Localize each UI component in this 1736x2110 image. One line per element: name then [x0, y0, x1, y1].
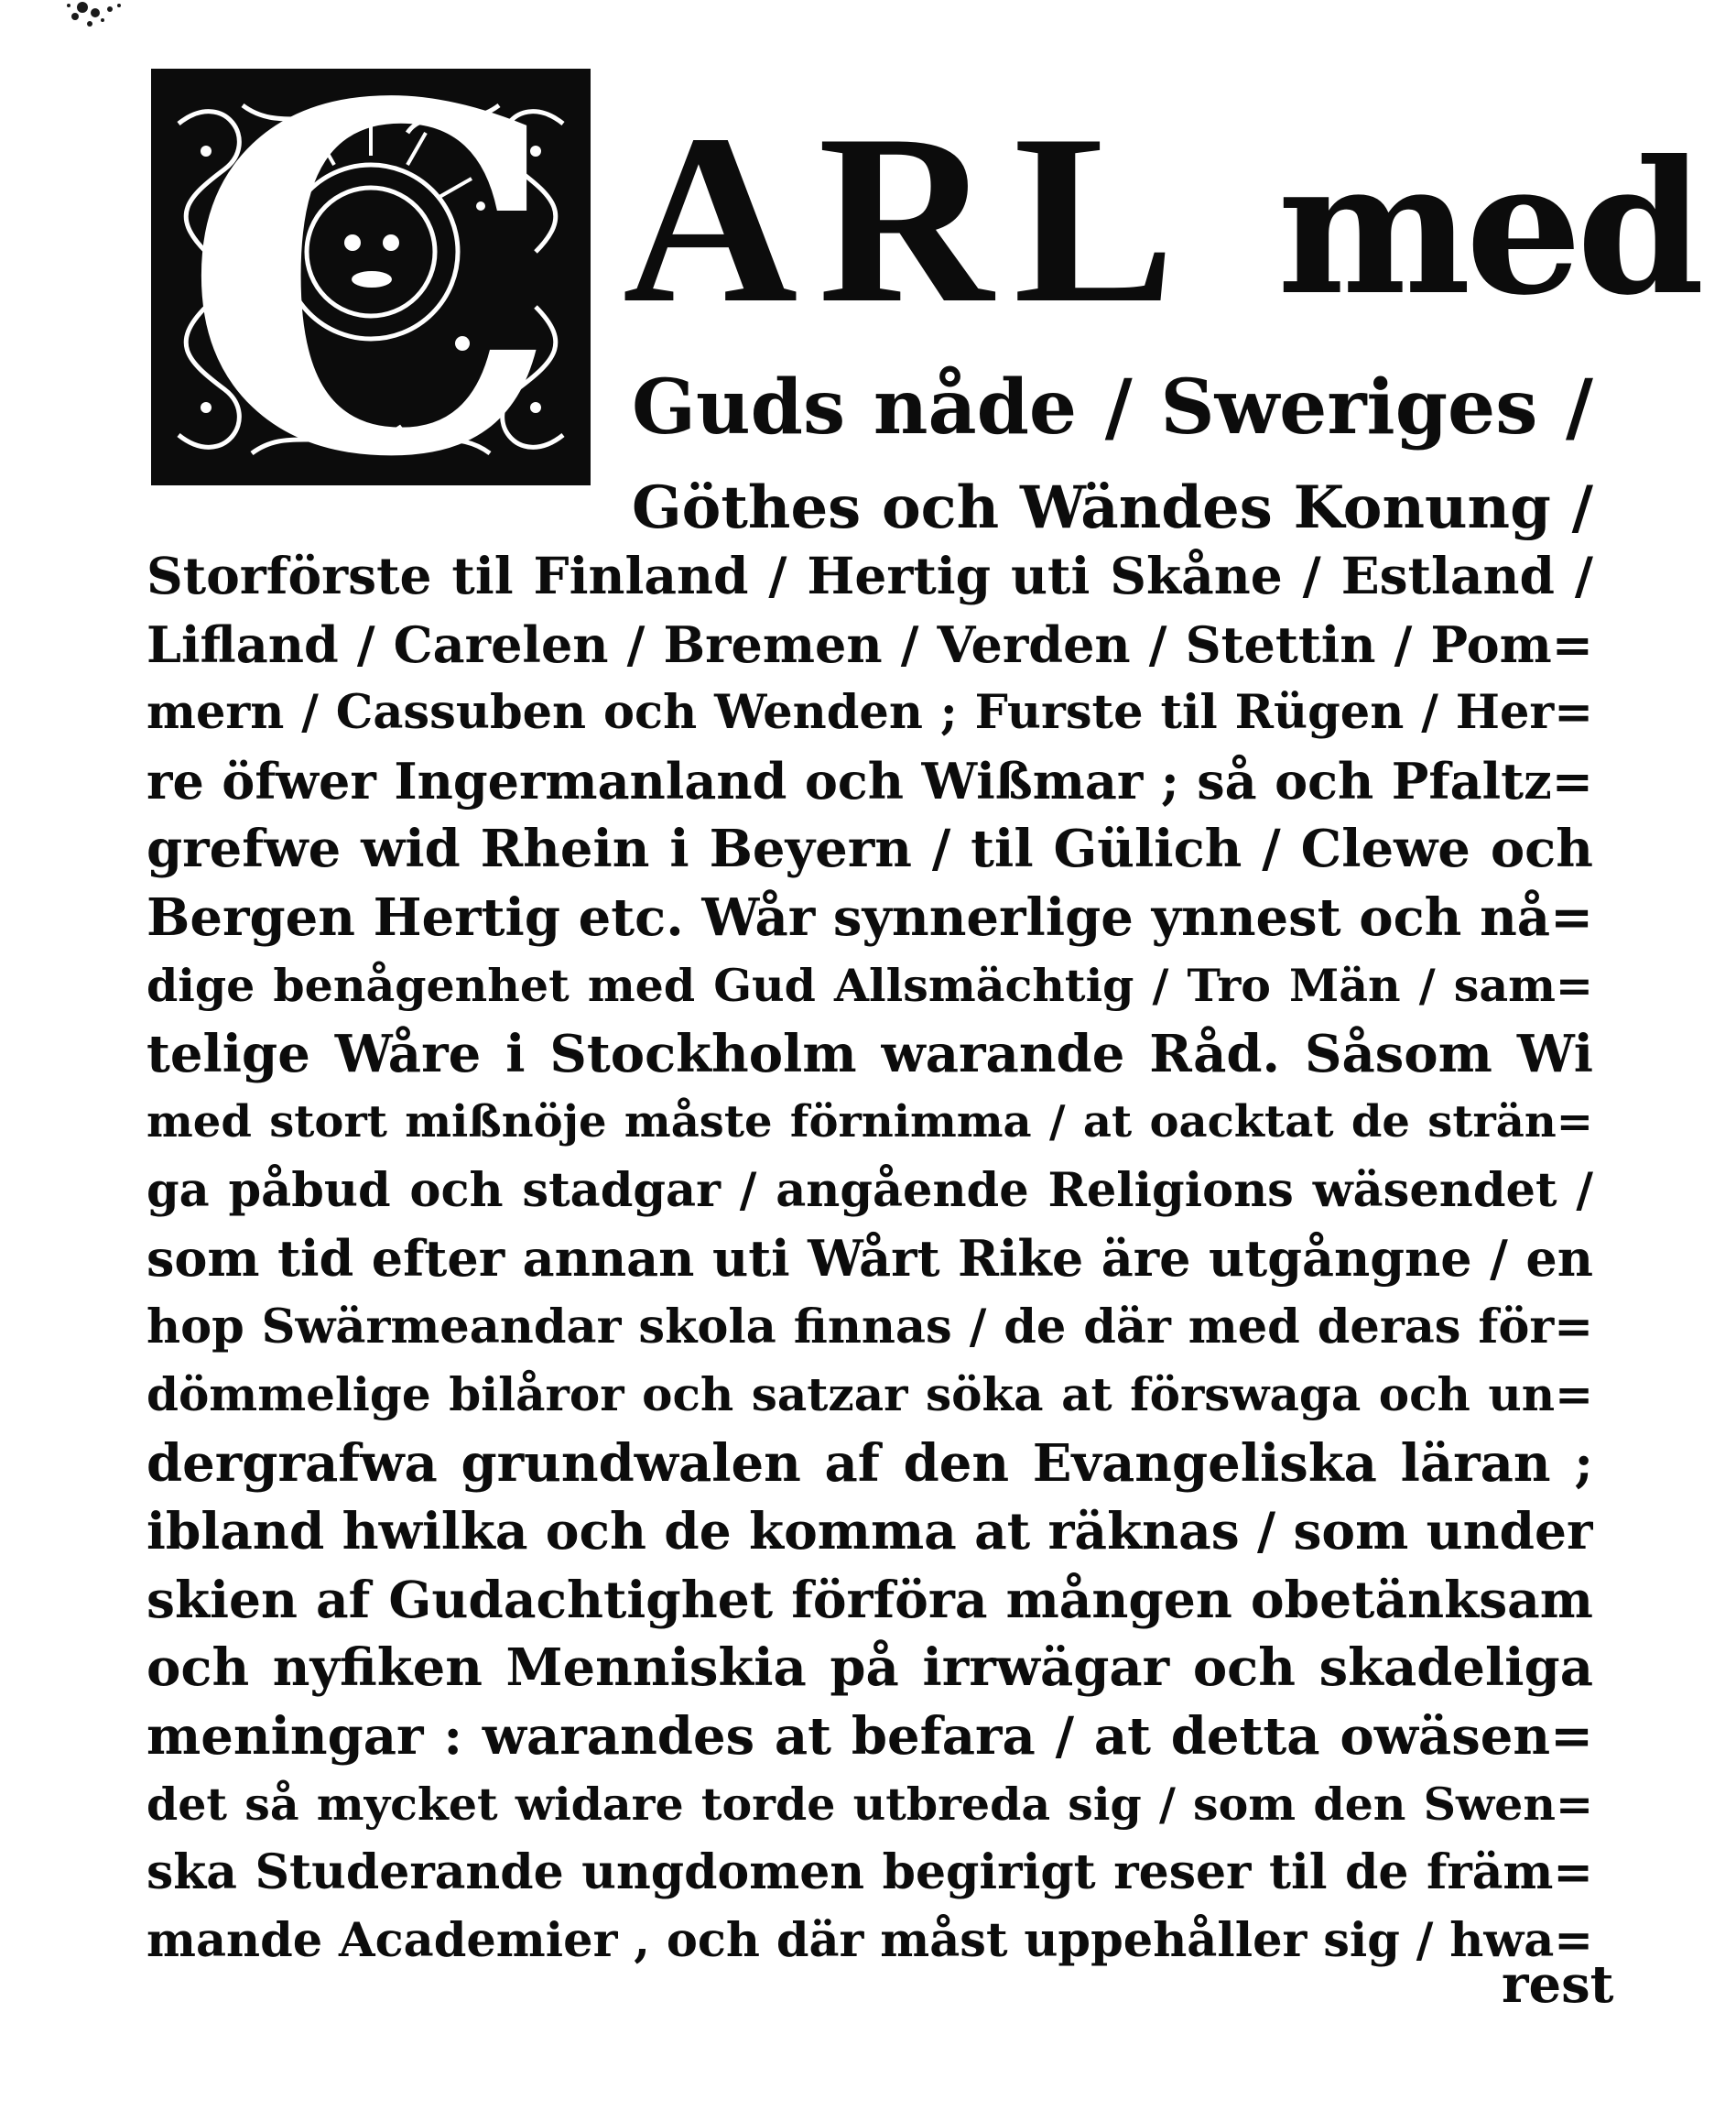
text-line: mern / Cassuben och Wenden ; Furste til Rügen / Her=	[146, 685, 1593, 740]
heading-line: Guds nåde / Sweriges /	[632, 364, 1593, 451]
body-text	[146, 542, 1593, 1975]
text-line: hop Swärmeandar skola finnas / de där med deras för=	[146, 1299, 1593, 1354]
text-line: telige Wåre i Stockholm warande Råd. Såsom Wi	[146, 1023, 1593, 1084]
text-line: re öfwer Ingermanland och Wißmar ; så och Pfaltz=	[146, 751, 1593, 810]
text-line: dige benågenhet med Gud Allsmächtig / Tro Män / sam=	[146, 959, 1593, 1012]
initial-letter: C	[181, 69, 560, 485]
text-line: Lifland / Carelen / Bremen / Verden / Stettin / Pom=	[146, 615, 1593, 674]
text-line: med stort mißnöje måste förnimma / at oacktat de strän=	[146, 1096, 1593, 1147]
text-line: ska Studerande ungdomen begirigt reser til de främ=	[146, 1844, 1593, 1900]
title-tail: med	[1277, 121, 1699, 336]
text-line: Storförste til Finland / Hertig uti Skåne / Estland /	[146, 546, 1593, 605]
catchword: rest	[1502, 1954, 1614, 2015]
decorated-initial	[151, 69, 591, 485]
text-line: det så mycket widare torde utbreda sig / som den Swen=	[146, 1778, 1593, 1831]
text-line: mande Academier , och där måst uppehåller sig / hwa=	[146, 1913, 1593, 1968]
heading-line: Göthes och Wändes Konung /	[632, 473, 1593, 542]
text-line: grefwe wid Rhein i Beyern / til Gülich / Clewe och	[146, 819, 1593, 879]
title-word: ARL	[623, 85, 1196, 353]
text-line: ga påbud och stadgar / angående Religions wäsendet /	[146, 1162, 1593, 1218]
text-line: ibland hwilka och de komma at räknas / som under	[146, 1501, 1593, 1561]
text-line: som tid efter annan uti Wårt Rike äre utgångne / en	[146, 1229, 1593, 1288]
text-line: dergrafwa grundwalen af den Evangeliska läran ;	[146, 1432, 1593, 1494]
text-line: skien af Gudachtighet förföra mången obetänksam	[146, 1569, 1593, 1629]
ink-speck-ornament	[55, 0, 156, 46]
text-line: dömmelige bilåror och satzar söka at förswaga och un=	[146, 1367, 1593, 1421]
text-line: och nyfiken Menniskia på irrwägar och skadeliga	[146, 1637, 1593, 1698]
text-line: Bergen Hertig etc. Wår synnerlige ynnest och nå=	[146, 886, 1593, 948]
text-line: meningar : warandes at befara / at detta owäsen=	[146, 1705, 1593, 1767]
